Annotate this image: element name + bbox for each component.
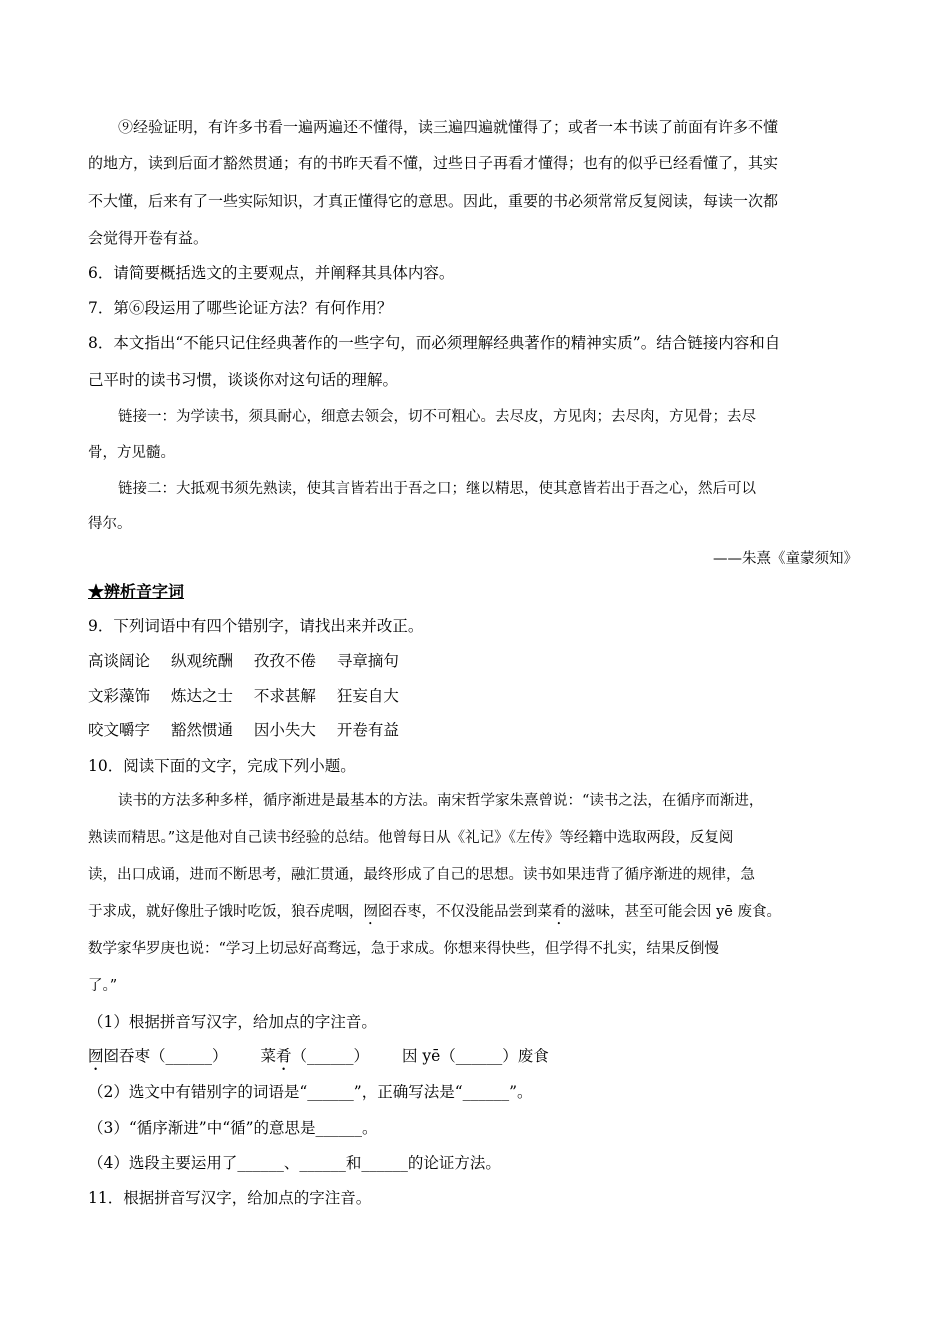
passage9-line3: 不大懂，后来有了一些实际知识，才真正懂得它的意思。因此，重要的书必须常常反复阅读，每读一次都 bbox=[88, 192, 779, 210]
word: 高谈阔论 bbox=[88, 652, 151, 670]
word: 因小失大 bbox=[253, 721, 316, 739]
passage9-line2: 的地方，读到后面才豁然贯通；有的书昨天看不懂，过些日子再看才懂得；也有的似乎已经看懂了，其实 bbox=[88, 154, 779, 172]
subquestion-3: （3）“循序渐进”中“循”的意思是______。 bbox=[88, 1119, 378, 1137]
word: 开卷有益 bbox=[336, 721, 399, 739]
dotted-char: 肴 bbox=[552, 904, 567, 920]
dotted-char: 肴 bbox=[275, 1047, 292, 1065]
source-attribution: ——朱熹《童蒙须知》 bbox=[713, 551, 858, 567]
answer-blank-1[interactable]: 囵吞枣（______） bbox=[103, 1047, 228, 1065]
passage10-line4: 于求成，就好像肚子饿时吃饭，狼吞虎咽，囫囵吞枣，不仅没能品尝到菜肴的滋味，甚至可能会因 yē 废食。 bbox=[88, 904, 781, 920]
link1-line1: 链接一：为学读书，须具耐心，细意去领会，切不可粗心。去尽皮，方见肉；去尽肉，方见骨；去尽 bbox=[118, 409, 756, 425]
passage9-line4: 会觉得开卷有益。 bbox=[88, 229, 209, 247]
word: 咬文嚼字 bbox=[88, 721, 151, 739]
subquestion-1-items: 囫囵吞枣（______） 菜肴（______） 因 yē（______）废食 bbox=[88, 1047, 549, 1065]
passage10-line2: 熟读而精思。”这是他对自己读书经验的总结。他曾每日从《礼记》《左传》等经籍中选取两段，反复阅 bbox=[88, 830, 734, 846]
passage9-line1: ⑨经验证明，有许多书看一遍两遍还不懂得，读三遍四遍就懂得了；或者一本书读了前面有许多不懂 bbox=[118, 118, 779, 136]
passage10-line5: 数学家华罗庚也说：“学习上切忌好高骛远，急于求成。你想来得快些，但学得不扎实，结果反倒慢 bbox=[88, 941, 719, 957]
word: 不求甚解 bbox=[253, 687, 316, 705]
link2-line2: 得尔。 bbox=[88, 516, 132, 532]
link1-line2: 骨，方见髓。 bbox=[88, 445, 175, 461]
section-heading: ★辨析音字词 bbox=[88, 582, 185, 601]
passage10-line3: 读，出口成诵，进而不断思考，融汇贯通，最终形成了自己的思想。读书如果违背了循序渐进的规律，急 bbox=[88, 867, 755, 883]
word: 炼达之士 bbox=[170, 687, 233, 705]
word: 豁然惯通 bbox=[170, 721, 233, 739]
word: 纵观统酬 bbox=[170, 652, 233, 670]
question-8-line2: 己平时的读书习惯，谈谈你对这句话的理解。 bbox=[88, 371, 399, 389]
answer-blank-3[interactable]: 因 yē（______）废食 bbox=[401, 1047, 549, 1065]
word: 寻章摘句 bbox=[336, 652, 399, 670]
word-row-2 bbox=[88, 686, 860, 706]
question-6: 6．请简要概括选文的主要观点，并阐释其具体内容。 bbox=[88, 264, 455, 282]
question-10-prompt: 10．阅读下面的文字，完成下列小题。 bbox=[88, 757, 356, 775]
link2-line1: 链接二：大抵观书须先熟读，使其言皆若出于吾之口；继以精思，使其意皆若出于吾之心，然后可以 bbox=[118, 481, 756, 497]
dotted-char: 囫 bbox=[88, 1047, 104, 1065]
subquestion-2: （2）选文中有错别字的词语是“______”，正确写法是“______”。 bbox=[88, 1083, 533, 1101]
question-8-line1: 8．本文指出“不能只记住经典著作的一些字句，而必须理解经典著作的精神实质”。结合链接内容和自 bbox=[88, 334, 781, 352]
passage10-line6: 了。” bbox=[88, 978, 118, 994]
word-row-1 bbox=[88, 651, 860, 671]
answer-blank-2[interactable]: （______） bbox=[291, 1047, 370, 1065]
word: 孜孜不倦 bbox=[253, 652, 316, 670]
passage10-line1: 读书的方法多种多样，循序渐进是最基本的方法。南宋哲学家朱熹曾说：“读书之法，在循序而渐进， bbox=[118, 793, 764, 809]
word-row-3 bbox=[88, 720, 860, 740]
subquestion-1: （1）根据拼音写汉字，给加点的字注音。 bbox=[88, 1013, 377, 1031]
word: 文彩藻饰 bbox=[88, 687, 151, 705]
word: 狂妄自大 bbox=[336, 687, 399, 705]
question-11: 11．根据拼音写汉字，给加点的字注音。 bbox=[88, 1189, 372, 1207]
question-9-prompt: 9．下列词语中有四个错别字，请找出来并改正。 bbox=[88, 617, 424, 635]
dotted-char: 囫 bbox=[363, 904, 378, 920]
question-7: 7．第⑥段运用了哪些论证方法？有何作用？ bbox=[88, 299, 393, 317]
subquestion-4: （4）选段主要运用了______、______和______的论证方法。 bbox=[88, 1154, 501, 1172]
